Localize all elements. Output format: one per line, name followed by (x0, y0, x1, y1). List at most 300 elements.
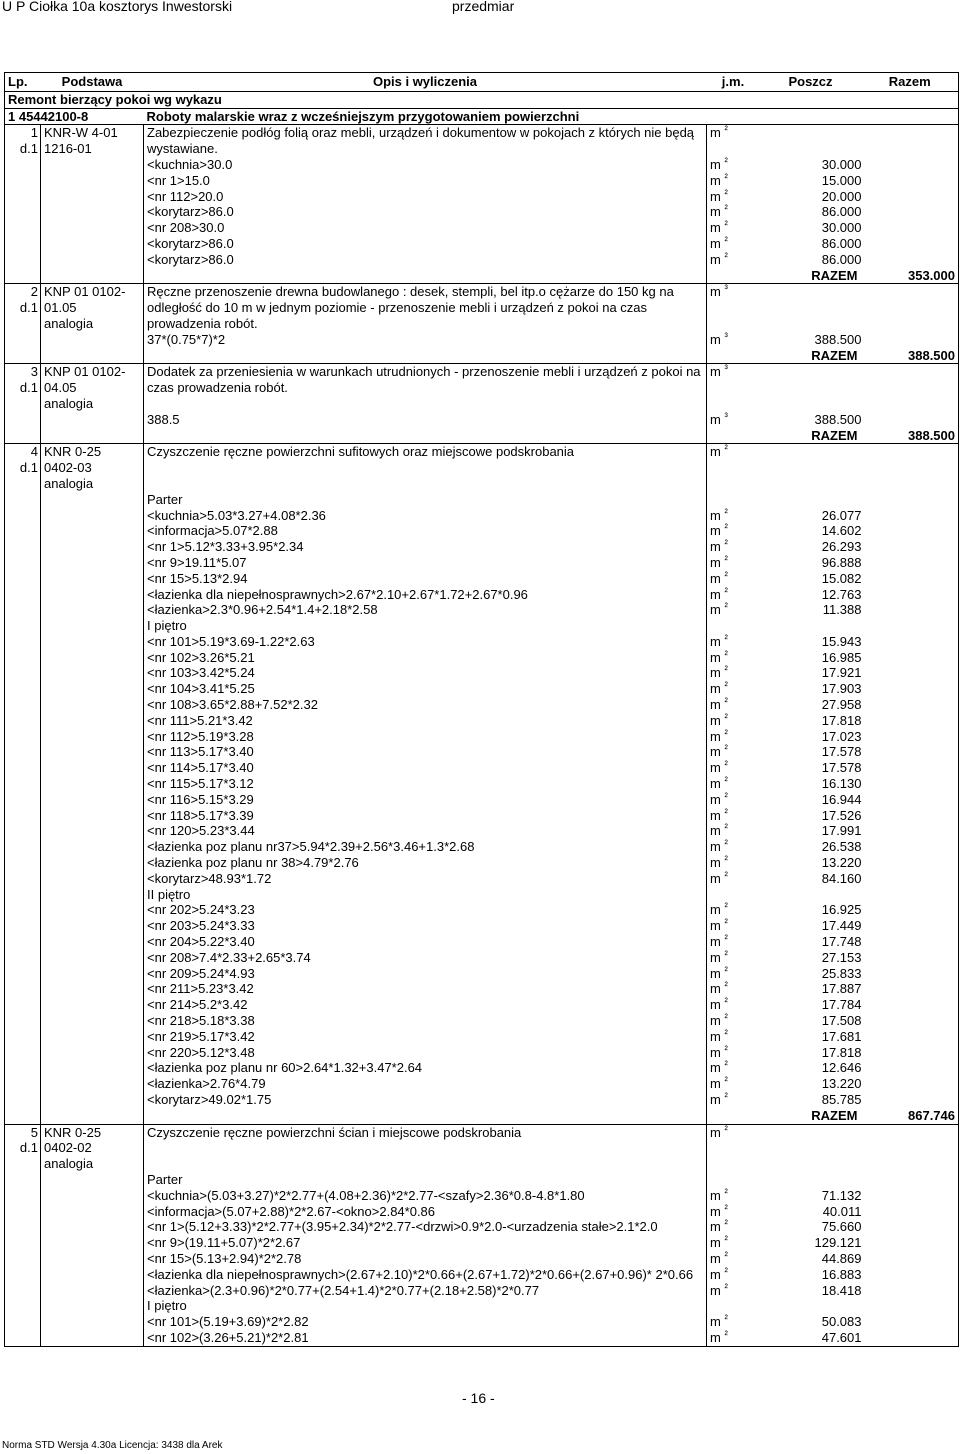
calc-unit: m $^{^2}$ (710, 823, 728, 839)
calc-expression: <nr 204>5.22*3.40 (144, 934, 707, 950)
calc-lp (5, 839, 41, 855)
calc-row (5, 1235, 959, 1251)
calc-total (862, 412, 959, 428)
calc-value: 12.646 (821, 1060, 862, 1076)
calc-row (5, 744, 959, 760)
calc-row (5, 1029, 959, 1045)
calc-lp (5, 729, 41, 745)
calc-expression: II piętro (144, 887, 707, 903)
calc-expression: <nr 114>5.17*3.40 (144, 760, 707, 776)
calc-lp (5, 792, 41, 808)
calc-unit: m $^{^2}$ (710, 602, 728, 618)
calc-lp (5, 220, 41, 236)
calc-lp (5, 1330, 41, 1346)
calc-basis (41, 981, 144, 997)
calc-lp (5, 332, 41, 348)
calc-value: 86.000 (821, 204, 862, 220)
calc-total (862, 236, 959, 252)
calc-basis (41, 1219, 144, 1235)
calc-basis (41, 634, 144, 650)
calc-row (5, 1251, 959, 1267)
item-row (5, 125, 959, 157)
calc-basis (41, 1314, 144, 1330)
calc-total (862, 871, 959, 887)
calc-total (862, 918, 959, 934)
calc-row (5, 1188, 959, 1204)
calc-total (862, 650, 959, 666)
calc-value: 14.602 (821, 523, 862, 539)
calc-lp (5, 665, 41, 681)
calc-expression: <nr 15>(5.13+2.94)*2*2.78 (144, 1251, 707, 1267)
calc-row (5, 508, 959, 524)
razem-basis (41, 268, 144, 284)
calc-expression: <informacja>(5.07+2.88)*2*2.67-<okno>2.84*0.86 (144, 1204, 707, 1220)
calc-lp (5, 492, 41, 508)
calc-basis (41, 220, 144, 236)
calc-total (862, 1013, 959, 1029)
calc-value: 44.869 (821, 1250, 862, 1266)
calc-unit: m $^{^2}$ (710, 649, 728, 665)
calc-total (862, 839, 959, 855)
calc-value: 50.083 (821, 1314, 862, 1330)
calc-lp (5, 252, 41, 268)
calc-total (862, 539, 959, 555)
calc-basis (41, 1330, 144, 1346)
calc-expression: <nr 218>5.18*3.38 (144, 1013, 707, 1029)
calc-lp (5, 1204, 41, 1220)
col-header-podstawa: Podstawa (41, 73, 144, 92)
calc-row (5, 1219, 959, 1235)
calc-lp (5, 918, 41, 934)
calc-expression: <nr 102>(3.26+5.21)*2*2.81 (144, 1330, 707, 1346)
calc-total (862, 713, 959, 729)
calc-expression: I piętro (144, 1298, 707, 1314)
calc-value: 27.153 (821, 949, 862, 965)
razem-value: 388.500 (862, 348, 959, 364)
calc-unit (707, 1172, 760, 1188)
calc-total (862, 1045, 959, 1061)
col-header-jm: j.m. (707, 73, 760, 92)
calc-value (760, 1298, 862, 1314)
calc-value: 17.578 (821, 744, 862, 760)
calc-value (760, 618, 862, 634)
calc-unit: m $^{^2}$ (710, 1092, 728, 1107)
calc-expression: <nr 113>5.17*3.40 (144, 744, 707, 760)
calc-basis (41, 902, 144, 918)
calc-value: 15.082 (821, 570, 862, 586)
razem-unit (707, 428, 760, 444)
calc-total (862, 1235, 959, 1251)
calc-expression: <nr 118>5.17*3.39 (144, 808, 707, 824)
calc-value: 16.944 (821, 791, 862, 807)
group-row (5, 108, 959, 125)
calc-value: 129.121 (814, 1235, 862, 1251)
calc-row (5, 823, 959, 839)
calc-value: 96.888 (821, 554, 862, 570)
calc-basis (41, 1013, 144, 1029)
calc-basis (41, 918, 144, 934)
calc-total (862, 934, 959, 950)
razem-unit (707, 268, 760, 284)
calc-lp (5, 902, 41, 918)
calc-lp (5, 1013, 41, 1029)
calc-basis (41, 236, 144, 252)
item-poszcz (760, 1124, 862, 1172)
calc-total (862, 855, 959, 871)
razem-label: RAZEM (811, 427, 858, 443)
razem-value: 867.746 (862, 1108, 959, 1124)
calc-basis (41, 760, 144, 776)
calc-row (5, 1045, 959, 1061)
calc-unit: m $^{^2}$ (710, 855, 728, 871)
calc-basis (41, 713, 144, 729)
col-header-razem: Razem (862, 73, 959, 92)
calc-lp (5, 1283, 41, 1299)
razem-label: RAZEM (811, 347, 858, 363)
item-description: Czyszczenie ręczne powierzchni sufitowych oraz miejscowe podskrobania (144, 444, 707, 492)
calc-value: 388.500 (814, 331, 862, 347)
item-razem (862, 1124, 959, 1172)
calc-value: 17.508 (821, 1013, 862, 1029)
calc-lp (5, 808, 41, 824)
calc-basis (41, 1060, 144, 1076)
calc-unit: m $^{^2}$ (710, 188, 728, 204)
calc-value: 16.985 (821, 649, 862, 665)
calc-unit: m $^{^2}$ (707, 1330, 760, 1346)
calc-total (862, 189, 959, 205)
table-header-row (5, 73, 959, 92)
calc-basis (41, 555, 144, 571)
calc-lp (5, 157, 41, 173)
calc-unit: m $^{^2}$ (710, 949, 728, 965)
calc-unit: m $^{^3}$ (710, 331, 728, 347)
calc-value: 25.833 (821, 965, 862, 981)
razem-row (5, 1108, 959, 1124)
calc-basis (41, 508, 144, 524)
calc-unit: m $^{^2}$ (710, 760, 728, 776)
razem-lp (5, 1108, 41, 1124)
calc-lp (5, 189, 41, 205)
calc-lp (5, 823, 41, 839)
calc-basis (41, 744, 144, 760)
item-poszcz (760, 364, 862, 412)
calc-row (5, 871, 959, 887)
calc-value: 30.000 (821, 220, 862, 236)
calc-row (5, 997, 959, 1013)
calc-expression: <nr 116>5.15*3.29 (144, 792, 707, 808)
calc-unit: m $^{^2}$ (710, 728, 728, 744)
calc-row (5, 1267, 959, 1283)
item-basis: KNP 01 0102- 04.05 analogia (41, 364, 144, 412)
calc-unit: m $^{^2}$ (710, 1060, 728, 1076)
calc-value: 16.925 (821, 902, 862, 918)
calc-lp (5, 1219, 41, 1235)
calc-lp (5, 236, 41, 252)
calc-expression: <korytarz>49.02*1.75 (144, 1092, 707, 1108)
calc-row (5, 887, 959, 903)
calc-basis (41, 1251, 144, 1267)
item-number: 4 d.1 (5, 444, 41, 492)
calc-value: 40.011 (822, 1203, 862, 1219)
calc-expression: <korytarz>48.93*1.72 (144, 871, 707, 887)
calc-row (5, 902, 959, 918)
calc-basis (41, 1267, 144, 1283)
calc-unit: m $^{^2}$ (710, 807, 728, 823)
calc-unit: m $^{^2}$ (710, 523, 728, 539)
calc-value: 16.883 (821, 1266, 862, 1282)
calc-total (862, 602, 959, 618)
item-poszcz (760, 284, 862, 332)
razem-desc (144, 1108, 707, 1124)
calc-expression: <informacja>5.07*2.88 (144, 523, 707, 539)
calc-basis (41, 602, 144, 618)
calc-basis (41, 792, 144, 808)
document-header-type: przedmiar (452, 0, 515, 14)
item-poszcz (760, 444, 862, 492)
calc-row (5, 1204, 959, 1220)
calc-total (862, 1219, 959, 1235)
calc-row (5, 1076, 959, 1092)
page-number: - 16 - (462, 1390, 495, 1406)
calc-value: 17.578 (821, 760, 862, 776)
calc-unit: m $^{^2}$ (710, 172, 728, 188)
calc-row (5, 618, 959, 634)
calc-basis (41, 1076, 144, 1092)
razem-label: RAZEM (811, 267, 858, 283)
calc-unit (707, 492, 760, 508)
calc-lp (5, 887, 41, 903)
item-description: Ręczne przenoszenie drewna budowlanego : desek, stempli, bel itp.o cężarze do 150 kg na odległość do 10 m w jednym poziomie - przenoszenie mebli i urządzeń z pokoi na czas prowadzenia robót. (144, 284, 707, 332)
calc-value: 18.418 (821, 1282, 862, 1298)
razem-row (5, 348, 959, 364)
razem-desc (144, 268, 707, 284)
calc-total (862, 555, 959, 571)
calc-row (5, 204, 959, 220)
calc-basis (41, 539, 144, 555)
calc-expression: 37*(0.75*7)*2 (144, 332, 707, 348)
razem-lp (5, 428, 41, 444)
calc-total (862, 252, 959, 268)
calc-row (5, 966, 959, 982)
calc-value: 17.818 (821, 1044, 862, 1060)
calc-expression: <nr 9>(19.11+5.07)*2*2.67 (144, 1235, 707, 1251)
razem-lp (5, 268, 41, 284)
calc-basis (41, 934, 144, 950)
calc-total (862, 808, 959, 824)
col-header-lp: Lp. (5, 73, 41, 92)
col-header-poszcz: Poszcz (760, 73, 862, 92)
calc-unit: m $^{^2}$ (710, 1187, 728, 1203)
calc-unit: m $^{^2}$ (710, 681, 728, 697)
calc-row (5, 808, 959, 824)
calc-lp (5, 1092, 41, 1108)
calc-value: 15.943 (821, 633, 862, 649)
calc-lp (5, 950, 41, 966)
calc-value: 12.763 (821, 586, 862, 602)
calc-expression: <nr 112>5.19*3.28 (144, 729, 707, 745)
calc-value: 17.818 (821, 712, 862, 728)
calc-expression: <nr 208>30.0 (144, 220, 707, 236)
calc-basis (41, 618, 144, 634)
calc-lp (5, 760, 41, 776)
calc-basis (41, 823, 144, 839)
item-unit: m $^{^3}$ (707, 284, 760, 332)
calc-expression: <nr 1>(5.12+3.33)*2*2.77+(3.95+2.34)*2*2.77-<drzwi>0.9*2.0-<urzadzenia stałe>2.1*2.0 (144, 1219, 707, 1235)
calc-unit: m $^{^2}$ (710, 712, 728, 728)
calc-expression: <nr 220>5.12*3.48 (144, 1045, 707, 1061)
calc-expression: <nr 115>5.17*3.12 (144, 776, 707, 792)
calc-value: 30.000 (821, 156, 862, 172)
calc-expression: <łazienka poz planu nr 38>4.79*2.76 (144, 855, 707, 871)
calc-basis (41, 729, 144, 745)
calc-unit: m $^{^2}$ (710, 570, 728, 586)
razem-desc (144, 348, 707, 364)
calc-value: 26.293 (821, 539, 862, 555)
calc-lp (5, 1235, 41, 1251)
calc-total (862, 760, 959, 776)
calc-total (862, 997, 959, 1013)
calc-basis (41, 332, 144, 348)
calc-expression: <łazienka>2.3*0.96+2.54*1.4+2.18*2.58 (144, 602, 707, 618)
calc-unit: m $^{^2}$ (710, 839, 728, 855)
calc-basis (41, 966, 144, 982)
calc-expression: <korytarz>86.0 (144, 252, 707, 268)
calc-total (862, 1092, 959, 1108)
calc-lp (5, 1076, 41, 1092)
calc-unit: m $^{^2}$ (710, 507, 728, 523)
calc-unit (707, 1298, 760, 1314)
calc-basis (41, 523, 144, 539)
calc-row (5, 713, 959, 729)
calc-lp (5, 1060, 41, 1076)
calc-row (5, 1330, 959, 1346)
calc-value: 17.784 (821, 997, 862, 1013)
calc-expression: <nr 1>5.12*3.33+3.95*2.34 (144, 539, 707, 555)
calc-row (5, 571, 959, 587)
calc-row (5, 981, 959, 997)
calc-basis (41, 855, 144, 871)
calc-expression: <nr 15>5.13*2.94 (144, 571, 707, 587)
calc-value (760, 887, 862, 903)
calc-total (862, 1172, 959, 1188)
razem-row (5, 428, 959, 444)
calc-basis (41, 1172, 144, 1188)
calc-value: 17.526 (821, 807, 862, 823)
calc-unit: m $^{^2}$ (710, 997, 728, 1013)
calc-row (5, 681, 959, 697)
calc-expression: <nr 101>(5.19+3.69)*2*2.82 (144, 1314, 707, 1330)
calc-value: 85.785 (821, 1092, 862, 1107)
calc-basis (41, 1204, 144, 1220)
calc-total (862, 1298, 959, 1314)
calc-basis (41, 808, 144, 824)
calc-basis (41, 1298, 144, 1314)
item-row (5, 284, 959, 332)
calc-unit: m $^{^2}$ (710, 870, 728, 886)
calc-basis (41, 173, 144, 189)
calc-lp (5, 966, 41, 982)
calc-row (5, 792, 959, 808)
calc-unit: m $^{^2}$ (710, 1076, 728, 1092)
calc-total (862, 1204, 959, 1220)
calc-expression: I piętro (144, 618, 707, 634)
przedmiar-table (4, 72, 959, 1347)
razem-basis (41, 1108, 144, 1124)
group-code: 1 45442100-8 (5, 108, 144, 125)
calc-unit: m $^{^2}$ (710, 586, 728, 602)
calc-lp (5, 997, 41, 1013)
calc-unit: m $^{^3}$ (710, 411, 728, 427)
calc-row (5, 1060, 959, 1076)
calc-value: 13.220 (821, 855, 862, 871)
calc-value (760, 492, 862, 508)
item-description: Dodatek za przeniesienia w warunkach utrudnionych - przenoszenie mebli i urządzeń z pokoi na czas prowadzenia robót. (144, 364, 707, 412)
calc-basis (41, 887, 144, 903)
calc-expression: <łazienka dla niepełnosprawnych>2.67*2.10+2.67*1.72+2.67*0.96 (144, 587, 707, 603)
calc-row (5, 1298, 959, 1314)
section-title: Remont bierzący pokoi wg wykazu (5, 91, 959, 108)
calc-row (5, 839, 959, 855)
item-row (5, 444, 959, 492)
razem-label: RAZEM (811, 1107, 858, 1123)
calc-expression: <łazienka poz planu nr37>5.94*2.39+2.56*3.46+1.3*2.68 (144, 839, 707, 855)
calc-value: 17.991 (821, 823, 862, 839)
calc-total (862, 981, 959, 997)
calc-lp (5, 1172, 41, 1188)
item-number: 3 d.1 (5, 364, 41, 412)
calc-expression: <nr 1>15.0 (144, 173, 707, 189)
calc-unit (707, 618, 760, 634)
calc-unit: m $^{^2}$ (710, 1028, 728, 1044)
calc-expression: <nr 9>19.11*5.07 (144, 555, 707, 571)
calc-basis (41, 204, 144, 220)
calc-value: 26.538 (821, 839, 862, 855)
calc-total (862, 1188, 959, 1204)
calc-value: 17.887 (821, 981, 862, 997)
item-razem (862, 364, 959, 412)
calc-value: 16.130 (821, 776, 862, 792)
calc-value: 17.681 (821, 1028, 862, 1044)
calc-basis (41, 950, 144, 966)
calc-unit: m $^{^2}$ (710, 1203, 728, 1219)
calc-lp (5, 1267, 41, 1283)
calc-row (5, 523, 959, 539)
calc-value: 71.132 (821, 1187, 862, 1203)
item-razem (862, 125, 959, 157)
calc-row (5, 492, 959, 508)
calc-basis (41, 157, 144, 173)
item-basis: KNR 0-25 0402-02 analogia (41, 1124, 144, 1172)
razem-lp (5, 348, 41, 364)
calc-basis (41, 1283, 144, 1299)
calc-total (862, 587, 959, 603)
calc-value: 26.077 (821, 507, 862, 523)
calc-unit: m $^{^2}$ (710, 204, 728, 220)
calc-total (862, 823, 959, 839)
calc-basis (41, 665, 144, 681)
calc-basis (41, 252, 144, 268)
calc-value: 17.449 (821, 918, 862, 934)
calc-unit: m $^{^2}$ (710, 251, 728, 267)
calc-row (5, 950, 959, 966)
calc-row (5, 555, 959, 571)
calc-expression: <łazienka dla niepełnosprawnych>(2.67+2.10)*2*0.66+(2.67+1.72)*2*0.66+(2.67+0.96)* 2*0.66 (144, 1267, 707, 1283)
calc-lp (5, 618, 41, 634)
calc-unit: m $^{^2}$ (710, 220, 728, 236)
calc-row (5, 918, 959, 934)
calc-row (5, 236, 959, 252)
calc-unit: m $^{^2}$ (710, 1013, 728, 1029)
